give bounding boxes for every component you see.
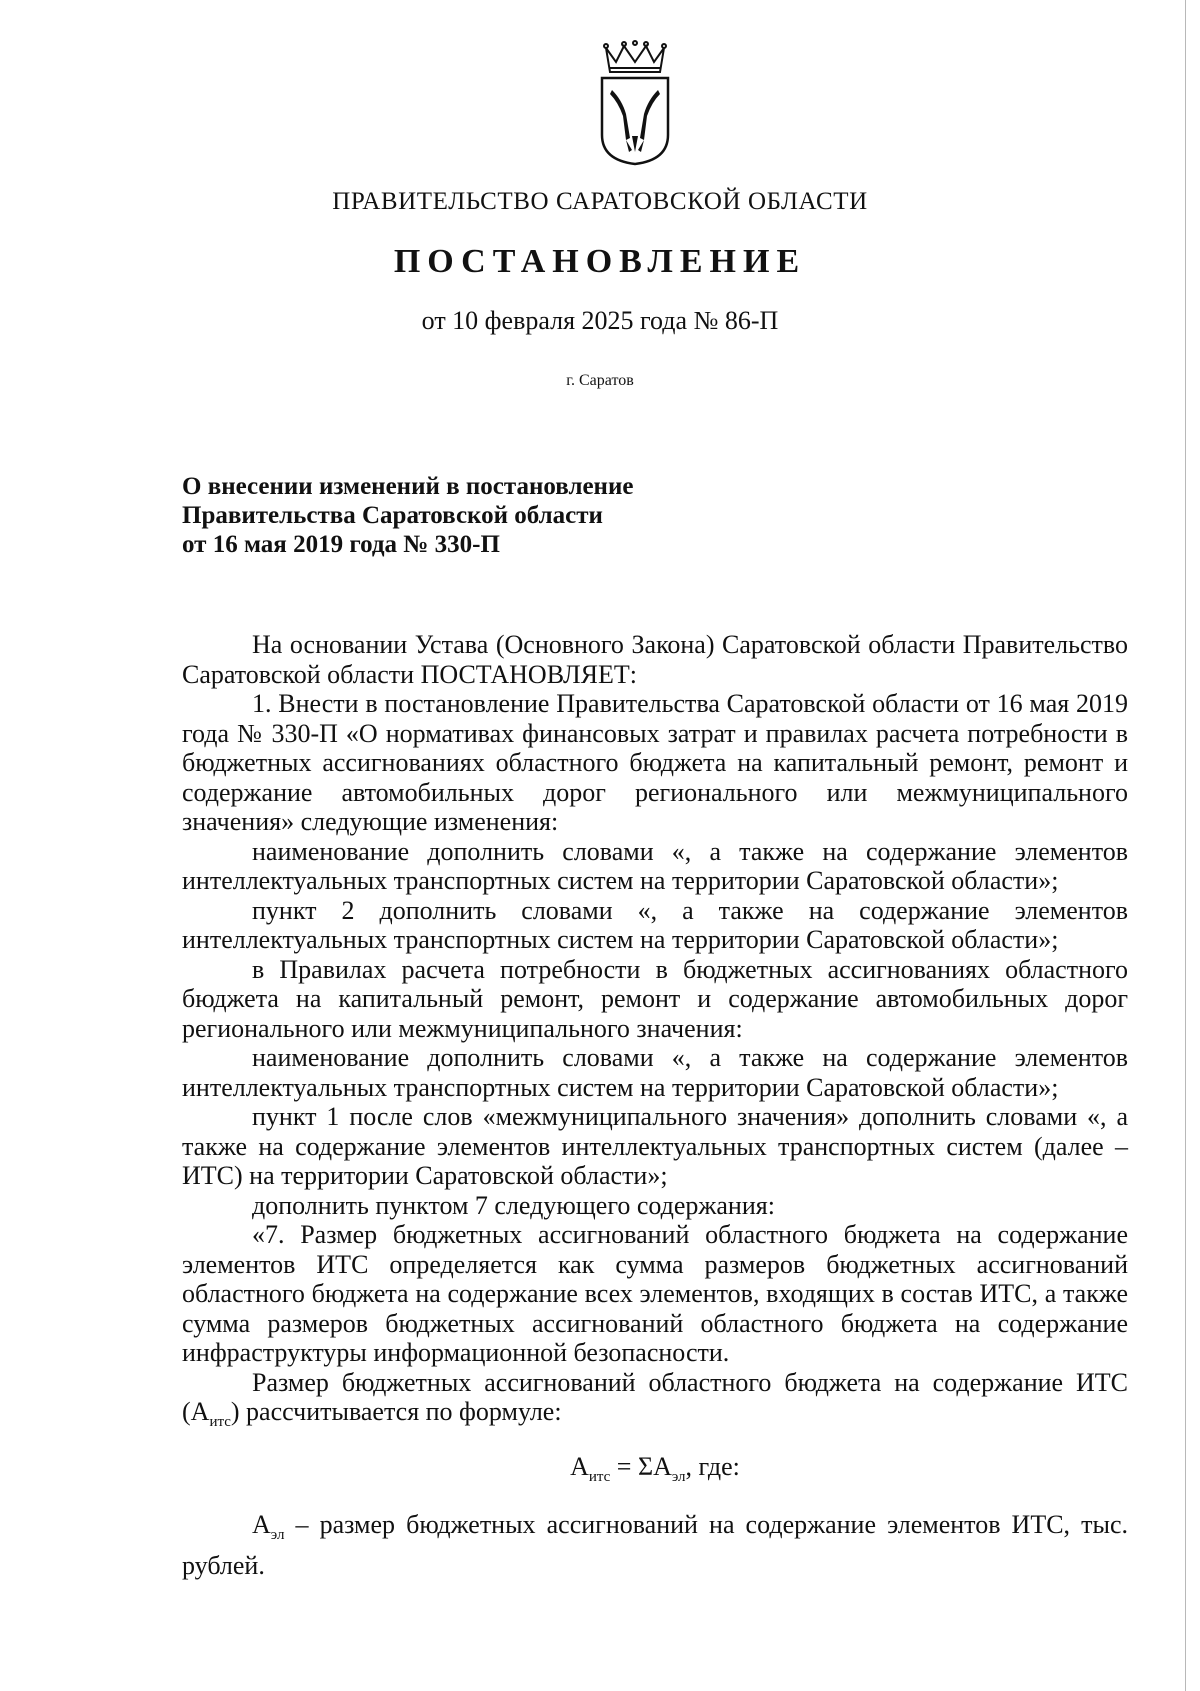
subscript: эл — [270, 1527, 285, 1544]
body-paragraph: наименование дополнить словами «, а также на содержание элементов интеллектуальных транспортных систем на территории Саратовской области»; — [182, 836, 1128, 895]
document-body — [182, 630, 1128, 1581]
subject-line: Правительства Саратовской области — [182, 502, 603, 529]
document-type-title: ПОСТАНОВЛЕНИЕ — [393, 243, 807, 280]
body-paragraph: дополнить пунктом 7 следующего содержания: — [252, 1190, 775, 1220]
body-paragraph: в Правилах расчета потребности в бюджетных ассигнованиях областного бюджета на капитальный ремонт, ремонт и содержание автомобильных дорог регионального или межмуниципального значения: — [182, 954, 1128, 1043]
formula-tail: , где: — [685, 1451, 740, 1481]
formula-lhs-subscript: итс — [588, 1468, 611, 1485]
formula-lhs: А — [570, 1451, 589, 1481]
variable-name: А — [252, 1510, 271, 1540]
body-paragraph: На основании Устава (Основного Закона) Саратовской области Правительство Саратовской области ПОСТАНОВЛЯЕТ: — [182, 630, 1128, 689]
body-paragraph: наименование дополнить словами «, а также на содержание элементов интеллектуальных транспортных систем на территории Саратовской области»; — [182, 1043, 1128, 1102]
saratov-coat-of-arms-icon — [596, 40, 674, 168]
formula-middle: = ΣА — [610, 1451, 672, 1481]
paragraph-text: – размер бюджетных ассигнований на содержание элементов ИТС, тыс. рублей. — [182, 1510, 1128, 1581]
formula-middle-subscript: эл — [671, 1468, 686, 1485]
body-paragraph — [182, 1368, 1128, 1438]
body-paragraph: пункт 2 дополнить словами «, а также на содержание элементов интеллектуальных транспортных систем на территории Саратовской области»; — [182, 895, 1128, 954]
body-paragraph: «7. Размер бюджетных ассигнований областного бюджета на содержание элементов ИТС определяется как сумма размеров бюджетных ассигнований областного бюджета на содержание всех элементов, входящих в состав ИТС, а также сумма размеров бюджетных ассигнований областного бюджета на содержание инфраструктуры информационной безопасности. — [182, 1220, 1128, 1367]
document-city: г. Саратов — [566, 372, 634, 389]
paragraph-text: ) рассчитывается по формуле: — [230, 1397, 562, 1426]
subject-line: О внесении изменений в постановление — [182, 473, 634, 500]
body-paragraph: пункт 1 после слов «межмуниципального значения» дополнить словами «, а также на содержание элементов интеллектуальных транспортных систем (далее – ИТС) на территории Саратовской области»; — [182, 1102, 1128, 1190]
body-paragraph: 1. Внести в постановление Правительства Саратовской области от 16 мая 2019 года № 330-П «О нормативах финансовых затрат и правилах расчета потребности в бюджетных ассигнованиях областного бюджета на капитальный ремонт, ремонт и содержание автомобильных дорог регионального или межмуниципального значения» следующие изменения: — [182, 689, 1128, 836]
formula — [182, 1452, 1128, 1493]
document-date-number: от 10 февраля 2025 года № 86-П — [421, 306, 779, 335]
document-subject — [182, 472, 633, 559]
subject-line: от 16 мая 2019 года № 330-П — [182, 531, 500, 558]
body-paragraph — [182, 1510, 1128, 1580]
paragraph-text: Размер бюджетных ассигнований областного бюджета на содержание ИТС (А — [182, 1367, 1128, 1426]
government-name: ПРАВИТЕЛЬСТВО САРАТОВСКОЙ ОБЛАСТИ — [332, 188, 868, 215]
subscript: итс — [209, 1414, 231, 1431]
